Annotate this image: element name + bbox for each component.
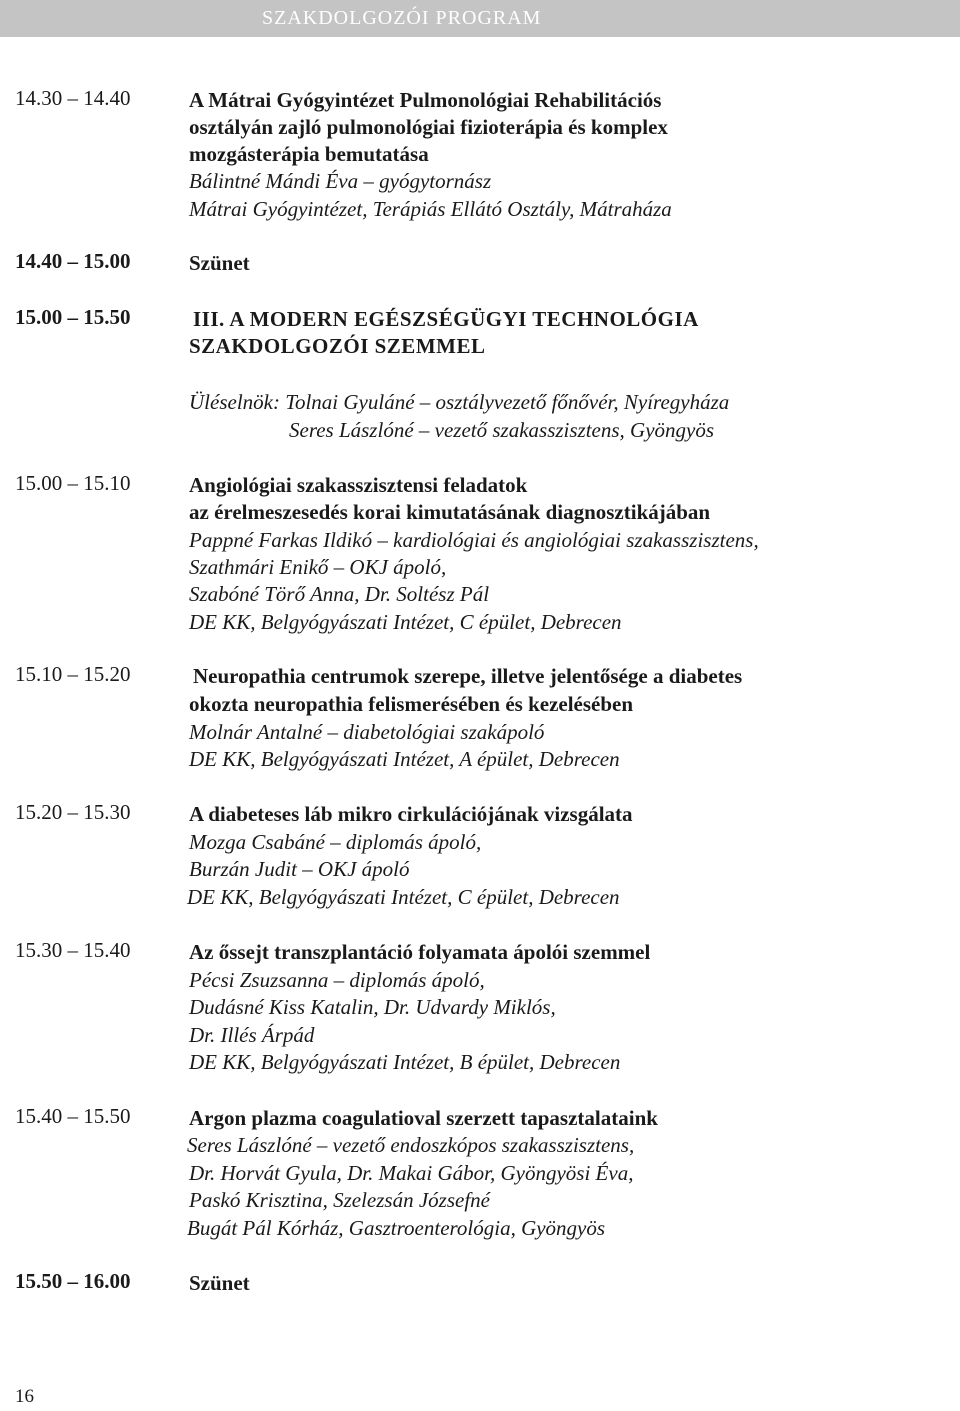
speaker-line: Szathmári Enikő – OKJ ápoló, <box>189 555 447 579</box>
session-time: 15.00 – 15.10 <box>15 471 131 495</box>
talk-title: A diabeteses láb mikro cirkulációjának vizsgálata <box>189 802 633 826</box>
speaker-line: Dr. Horvát Gyula, Dr. Makai Gábor, Gyöngyösi Éva, <box>189 1161 634 1185</box>
page-header-title: SZAKDOLGOZÓI PROGRAM <box>262 7 542 29</box>
talk-title: osztályán zajló pulmonológiai fizioterápia és komplex <box>189 115 668 139</box>
section-title: SZAKDOLGOZÓI SZEMMEL <box>189 334 486 358</box>
speaker-line: DE KK, Belgyógyászati Intézet, C épület, Debrecen <box>187 885 620 909</box>
session-time: 15.30 – 15.40 <box>15 938 131 962</box>
talk-title: az érelmeszesedés korai kimutatásának diagnosztikájában <box>189 500 711 524</box>
break-label: Szünet <box>189 1271 250 1295</box>
talk-title: Neuropathia centrumok szerepe, illetve jelentősége a diabetes <box>193 664 743 688</box>
speaker-line: Paskó Krisztina, Szelezsán Józsefné <box>189 1188 490 1212</box>
talk-title: Angiológiai szakasszisztensi feladatok <box>189 473 528 497</box>
speaker-line: Dr. Illés Árpád <box>189 1023 315 1047</box>
session-time: 14.40 – 15.00 <box>15 249 131 273</box>
speaker-line: Pappné Farkas Ildikó – kardiológiai és angiológiai szakasszisztens, <box>189 528 759 552</box>
session-time: 15.40 – 15.50 <box>15 1104 131 1128</box>
session-time: 15.00 – 15.50 <box>15 305 131 329</box>
break-label: Szünet <box>189 251 250 275</box>
speaker-line: DE KK, Belgyógyászati Intézet, A épület, Debrecen <box>189 747 620 771</box>
talk-title: mozgásterápia bemutatása <box>189 142 429 166</box>
speaker-line: Bugát Pál Kórház, Gasztroenterológia, Gyöngyös <box>187 1216 606 1240</box>
talk-title: A Mátrai Gyógyintézet Pulmonológiai Rehabilitációs <box>189 88 662 112</box>
talk-title: Az őssejt transzplantáció folyamata ápolói szemmel <box>189 940 651 964</box>
speaker-line: DE KK, Belgyógyászati Intézet, C épület, Debrecen <box>189 610 622 634</box>
session-time: 15.20 – 15.30 <box>15 800 131 824</box>
section-title: III. A MODERN EGÉSZSÉGÜGYI TECHNOLÓGIA <box>193 307 699 331</box>
talk-title: Argon plazma coagulatioval szerzett tapasztalataink <box>189 1106 658 1130</box>
speaker-line: Molnár Antalné – diabetológiai szakápoló <box>189 720 545 744</box>
speaker-line: Burzán Judit – OKJ ápoló <box>189 857 410 881</box>
session-chair: Üléselnök: Tolnai Gyuláné – osztályvezető főnővér, Nyíregyháza <box>189 390 730 414</box>
speaker-line: Mozga Csabáné – diplomás ápoló, <box>189 830 482 854</box>
talk-title: okozta neuropathia felismerésében és kezelésében <box>189 692 634 716</box>
session-time: 14.30 – 14.40 <box>15 86 131 110</box>
speaker-line: Dudásné Kiss Katalin, Dr. Udvardy Miklós, <box>189 995 556 1019</box>
speaker-line: DE KK, Belgyógyászati Intézet, B épület, Debrecen <box>189 1050 621 1074</box>
page-number: 16 <box>15 1386 34 1407</box>
session-time: 15.50 – 16.00 <box>15 1269 131 1293</box>
speaker-line: Mátrai Gyógyintézet, Terápiás Ellátó Osztály, Mátraháza <box>189 197 672 221</box>
session-chair: Seres Lászlóné – vezető szakasszisztens, Gyöngyös <box>289 418 715 442</box>
speaker-line: Seres Lászlóné – vezető endoszkópos szakasszisztens, <box>187 1133 635 1157</box>
session-time: 15.10 – 15.20 <box>15 662 131 686</box>
header-bar <box>0 0 960 37</box>
speaker-line: Bálintné Mándi Éva – gyógytornász <box>189 169 492 193</box>
speaker-line: Pécsi Zsuzsanna – diplomás ápoló, <box>189 968 485 992</box>
speaker-line: Szabóné Törő Anna, Dr. Soltész Pál <box>189 582 490 606</box>
